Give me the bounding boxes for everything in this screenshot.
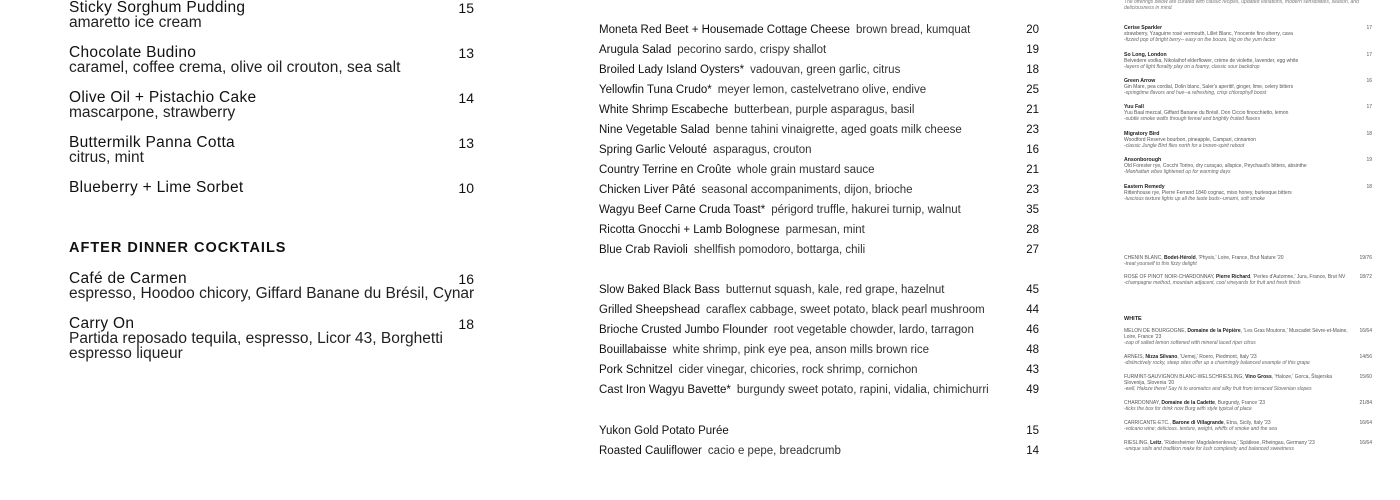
item-name: Grilled Sheepshead [599, 304, 701, 316]
item-description: butternut squash, kale, red grape, hazelnut [725, 284, 945, 296]
drink-ingredients: Woodford Reserve bourbon, pineapple, Campari, cinnamon [1124, 137, 1256, 143]
drink-body [1124, 104, 1352, 122]
drink-price: 17 [1366, 104, 1372, 110]
drink-body [1124, 78, 1352, 96]
drink-name: Cerise Sparkler [1124, 25, 1163, 31]
item-description: cider vinegar, chicories, rock shrimp, cornichon [678, 364, 918, 376]
item-name: Spring Garlic Velouté [599, 144, 708, 156]
item-name: Yukon Gold Potato Purée [599, 425, 729, 437]
drink-price: 16 [1366, 78, 1372, 84]
wine-item [1124, 255, 1372, 267]
wine-details: , 'Haloze,' Gorca, Štajerska Slovenija, Slovenia '20 [1124, 374, 1333, 386]
wine-producer: Barone di Villagrande [1172, 420, 1224, 426]
item-price: 13 [458, 45, 474, 61]
item-price: 45 [1023, 282, 1039, 298]
item-price: 28 [1023, 222, 1039, 238]
drink-ingredients: Gin Mare, pea cordial, Dolin blanc, Saler's aperitif, ginger, lime, celery bitters [1124, 84, 1294, 90]
item-price: 18 [1023, 62, 1039, 78]
item-name: Yellowfin Tuna Crudo* [599, 84, 712, 96]
menu-item [599, 42, 1039, 58]
cocktail-item [69, 316, 474, 361]
wine-grape: ARNEIS, [1124, 354, 1146, 360]
wine-note: -unique soils and tradition make for lush complexity and balanced sweetness [1124, 446, 1294, 452]
drink-price: 19 [1366, 157, 1372, 163]
menu-item [599, 22, 1039, 38]
item-price: 23 [1023, 122, 1039, 138]
wine-body [1124, 374, 1352, 392]
wine-producer: Pierre Richard [1215, 274, 1251, 280]
dessert-item [69, 180, 474, 195]
drink-name: Green Arrow [1124, 78, 1156, 84]
item-name: Country Terrine en Croûte [599, 164, 732, 176]
item-description: caraflex cabbage, sweet potato, black pearl mushroom [706, 304, 985, 316]
item-price: 44 [1023, 302, 1039, 318]
wine-details: , 'Uemej,' Roero, Piedmont, Italy '23 [1177, 354, 1257, 360]
wine-grape: MELON DE BOURGOGNE, [1124, 328, 1188, 334]
item-name: Brioche Crusted Jumbo Flounder [599, 324, 768, 336]
item-name: Chocolate Budino [69, 44, 197, 61]
item-name: Nine Vegetable Salad [599, 124, 710, 136]
wine-producer: Domaine de la Pépière [1187, 328, 1241, 334]
drink-name: Ansonborough [1124, 157, 1162, 163]
item-name: Carry On [69, 315, 135, 332]
wine-price: 16/64 [1359, 440, 1372, 446]
drink-price: 17 [1366, 52, 1372, 58]
drink-cocktail [1124, 52, 1372, 70]
drinks-intro: The offerings below are curated with classic recipes, updated variations, modern sensibilities, season, and deliciousness in mind. [1124, 0, 1359, 11]
drink-cocktail [1124, 184, 1372, 202]
item-description: benne tahini vinaigrette, aged goats milk cheese [715, 124, 962, 136]
drink-name: So Long, London [1124, 52, 1167, 58]
wine-grape: RIESLING, [1124, 440, 1151, 446]
drink-body [1124, 131, 1352, 149]
drink-cocktail [1124, 157, 1372, 175]
menu-item [599, 362, 1039, 378]
menu-item [599, 222, 1039, 238]
wine-note: -distinctively rocky, steep sites offer up a charmingly balanced example of this grape [1124, 360, 1310, 366]
wine-note: -well, Haloze there! Say hi to aromatics and silky fruit from terraced Slovenian slopes [1124, 386, 1312, 392]
menu-item [599, 82, 1039, 98]
item-price: 21 [1023, 162, 1039, 178]
item-price: 14 [1023, 443, 1039, 459]
wine-details: , Etna, Sicily, Italy '23 [1223, 420, 1271, 426]
wine-line [1124, 374, 1352, 386]
drink-ingredients: Rittenhouse rye, Pierre Ferrand 1840 cognac, miso honey, burlesque bitters [1124, 190, 1292, 196]
wine-grape: CHARDONNAY, [1124, 400, 1162, 406]
wine-body [1124, 400, 1352, 412]
item-price: 35 [1023, 202, 1039, 218]
item-description: mascarpone, strawberry [69, 104, 236, 121]
wine-price: 19/76 [1359, 255, 1372, 261]
drink-price: 18 [1366, 184, 1372, 190]
dessert-item [69, 0, 474, 30]
drink-name: Migratory Bird [1124, 131, 1160, 137]
dessert-item [69, 90, 474, 120]
drink-note: -subtle smoke wafts through fennel and brightly fruited flavors [1124, 116, 1261, 122]
white-wine-heading: WHITE [1124, 316, 1142, 322]
wine-item [1124, 328, 1372, 346]
wine-producer: Vino Gross [1245, 374, 1272, 380]
wine-body [1124, 274, 1352, 286]
item-description: cacio e pepe, breadcrumb [707, 445, 841, 457]
item-name: Pork Schnitzel [599, 364, 673, 376]
after-dinner-heading: AFTER DINNER COCKTAILS [69, 240, 287, 256]
item-description: seasonal accompaniments, dijon, brioche [701, 184, 913, 196]
wine-body [1124, 354, 1352, 366]
menu-item [599, 342, 1039, 358]
item-price: 14 [458, 90, 474, 106]
wine-item [1124, 274, 1372, 286]
wine-producer: Domaine de la Cadette [1161, 400, 1215, 406]
item-name: Roasted Cauliflower [599, 445, 702, 457]
cocktail-item [69, 271, 474, 301]
item-description: shellfish pomodoro, bottarga, chili [693, 244, 866, 256]
drink-body [1124, 25, 1352, 43]
wine-body [1124, 420, 1352, 432]
wine-note: -volcano wine; delicious. texture, weight, whiffs of smoke and the sea [1124, 426, 1277, 432]
item-description: white shrimp, pink eye pea, anson mills brown rice [672, 344, 930, 356]
drink-note: -Manhattan vibes lightened up for warming days [1124, 169, 1231, 175]
drink-ingredients: strawberry, Yzaguirre rosé vermouth, Lillet Blanc, Ynocente fino sherry, cava [1124, 31, 1293, 37]
wine-price: 15/60 [1359, 374, 1372, 380]
wine-note: -ticks the box for drink now Burg with style typical of place [1124, 406, 1252, 412]
item-name: Blue Crab Ravioli [599, 244, 688, 256]
wine-producer: Leitz [1150, 440, 1162, 446]
wine-grape: ROSÉ OF PINOT NOIR-CHARDONNAY, [1124, 274, 1216, 280]
item-name: Blueberry + Lime Sorbet [69, 179, 244, 196]
menu-item [599, 382, 1039, 398]
wine-details: , 'Rüdesheimer Magdalenenkreuz,' Spätlese, Rheingau, Germany '23 [1161, 440, 1315, 446]
item-name: Chicken Liver Pâté [599, 184, 696, 196]
drink-name: Yuu Fall [1124, 104, 1144, 110]
wine-item [1124, 440, 1372, 452]
wine-price: 16/64 [1359, 420, 1372, 426]
wine-item [1124, 400, 1372, 412]
drink-cocktail [1124, 104, 1372, 122]
drink-body [1124, 52, 1352, 70]
drink-ingredients: Belvedere vodka, Nikolaihof elderflower, crème de violette, lavender, egg white [1124, 58, 1299, 64]
wine-producer: Nizza Silvano [1145, 354, 1178, 360]
item-price: 23 [1023, 182, 1039, 198]
item-description: whole grain mustard sauce [737, 164, 875, 176]
item-price: 43 [1023, 362, 1039, 378]
item-price: 25 [1023, 82, 1039, 98]
drink-cocktail [1124, 78, 1372, 96]
item-price: 20 [1023, 22, 1039, 38]
wine-details: , 'Les Gras Moutons,' Muscadet Sèvre-et-Maine, Loire, France '23 [1124, 328, 1348, 340]
drink-ingredients: Yuu Baal mezcal, Giffard Banane du Brésil, Don Ciccio finocchietto, lemon [1124, 110, 1289, 116]
item-price: 21 [1023, 102, 1039, 118]
item-description: citrus, mint [69, 149, 144, 166]
wine-price: 14/56 [1359, 354, 1372, 360]
drink-note: -layers of light florality play on a foamy, classic sour backdrop [1124, 64, 1260, 70]
menu-item [599, 302, 1039, 318]
drink-cocktail [1124, 131, 1372, 149]
item-description: brown bread, kumquat [855, 24, 971, 36]
item-price: 27 [1023, 242, 1039, 258]
item-description: périgord truffle, hakurei turnip, walnut [771, 204, 961, 216]
wine-grape: FURMINT-SAUVIGNON BLANC-WELSCHRIESLING, [1124, 374, 1246, 380]
item-name: White Shrimp Escabeche [599, 104, 729, 116]
item-name: Broiled Lady Island Oysters* [599, 64, 745, 76]
menu-item [599, 242, 1039, 258]
wine-grape: CARRICANTE-ETC., [1124, 420, 1173, 426]
item-name: Cast Iron Wagyu Bavette* [599, 384, 731, 396]
drink-price: 17 [1366, 25, 1372, 31]
wine-price: 21/84 [1359, 400, 1372, 406]
item-price: 46 [1023, 322, 1039, 338]
item-name: Ricotta Gnocchi + Lamb Bolognese [599, 224, 780, 236]
menu-item [599, 322, 1039, 338]
drink-note: -luscious texture lights up all the taste buds--umami, soft smoke [1124, 196, 1265, 202]
item-price: 13 [458, 135, 474, 151]
menu-item [599, 122, 1039, 138]
drink-ingredients: Old Forester rye, Cocchi Torino, dry curaçao, allspice, Peychaud's bitters, absinthe [1124, 163, 1307, 169]
item-price: 49 [1023, 382, 1039, 398]
dessert-item [69, 45, 474, 75]
drink-note: -classic Jungle Bird flies north for a brown-spirit reboot [1124, 143, 1245, 149]
wine-body [1124, 440, 1352, 452]
item-description: Partida reposado tequila, espresso, Licor 43, Borghetti espresso liqueur [69, 330, 443, 362]
item-name: Olive Oil + Pistachio Cake [69, 89, 257, 106]
drink-note: -springtime flavors and hue--a refreshing, crisp chlorophyll boost [1124, 90, 1267, 96]
drink-body [1124, 157, 1352, 175]
item-description: butterbean, purple asparagus, basil [734, 104, 915, 116]
drink-note: -fizzed pop of bright berry-- easy on the booze, big on the yum factor [1124, 37, 1276, 43]
menu-item [599, 423, 1039, 439]
menu-item [599, 102, 1039, 118]
wine-line [1124, 328, 1352, 340]
wine-body [1124, 255, 1352, 267]
item-name: Slow Baked Black Bass [599, 284, 720, 296]
item-description: root vegetable chowder, lardo, tarragon [773, 324, 974, 336]
wine-item [1124, 420, 1372, 432]
item-name: Bouillabaisse [599, 344, 667, 356]
menu-item [599, 182, 1039, 198]
item-description: vadouvan, green garlic, citrus [750, 64, 901, 76]
item-name: Arugula Salad [599, 44, 672, 56]
drink-price: 18 [1366, 131, 1372, 137]
wine-note: -champagne method, mountain adjacent, cool vineyards for fruit and fresh finish [1124, 280, 1301, 286]
item-name: Buttermilk Panna Cotta [69, 134, 235, 151]
item-price: 16 [458, 271, 474, 287]
menu-item [599, 202, 1039, 218]
drink-cocktail [1124, 25, 1372, 43]
drink-body [1124, 184, 1352, 202]
wine-price: 16/64 [1359, 328, 1372, 334]
menu-item [599, 282, 1039, 298]
item-description: meyer lemon, castelvetrano olive, endive [717, 84, 927, 96]
item-description: asparagus, crouton [713, 144, 812, 156]
wine-producer: Bodet-Hérold [1164, 255, 1196, 261]
item-description: caramel, coffee crema, olive oil crouton, sea salt [69, 59, 401, 76]
item-name: Moneta Red Beet + Housemade Cottage Cheese [599, 24, 850, 36]
menu-item [599, 62, 1039, 78]
menu-item [599, 162, 1039, 178]
wine-note: -zap of salted lemon softened with mineral laced riper citrus [1124, 340, 1256, 346]
item-description: pecorino sardo, crispy shallot [677, 44, 827, 56]
item-price: 15 [458, 0, 474, 16]
wine-details: , 'Physis,' Loire, France, Brut Nature '20 [1195, 255, 1284, 261]
item-price: 15 [1023, 423, 1039, 439]
wine-price: 18/72 [1359, 274, 1372, 280]
menu-item [599, 142, 1039, 158]
wine-details: , Burgundy, France '23 [1214, 400, 1266, 406]
wine-item [1124, 354, 1372, 366]
wine-note: -treat yourself to this fizzy delight [1124, 261, 1197, 267]
item-price: 18 [458, 316, 474, 332]
item-price: 19 [1023, 42, 1039, 58]
item-description: parmesan, mint [785, 224, 865, 236]
item-price: 48 [1023, 342, 1039, 358]
item-price: 16 [1023, 142, 1039, 158]
item-name: Sticky Sorghum Pudding [69, 0, 246, 16]
menu-item [599, 443, 1039, 459]
wine-body [1124, 328, 1352, 346]
item-name: Wagyu Beef Carne Cruda Toast* [599, 204, 766, 216]
wine-details: , 'Perles d'Automne,' Jura, France, Brut NV [1250, 274, 1346, 280]
wine-grape: CHENIN BLANC, [1124, 255, 1165, 261]
item-description: espresso, Hoodoo chicory, Giffard Banane du Brésil, Cynar [69, 285, 475, 302]
item-description: burgundy sweet potato, rapini, vidalia, chimichurri [736, 384, 989, 396]
dessert-item [69, 135, 474, 165]
item-name: Café de Carmen [69, 270, 187, 287]
wine-item [1124, 374, 1372, 392]
item-price: 10 [458, 180, 474, 196]
drink-name: Eastern Remedy [1124, 184, 1165, 190]
item-description: amaretto ice cream [69, 14, 202, 31]
